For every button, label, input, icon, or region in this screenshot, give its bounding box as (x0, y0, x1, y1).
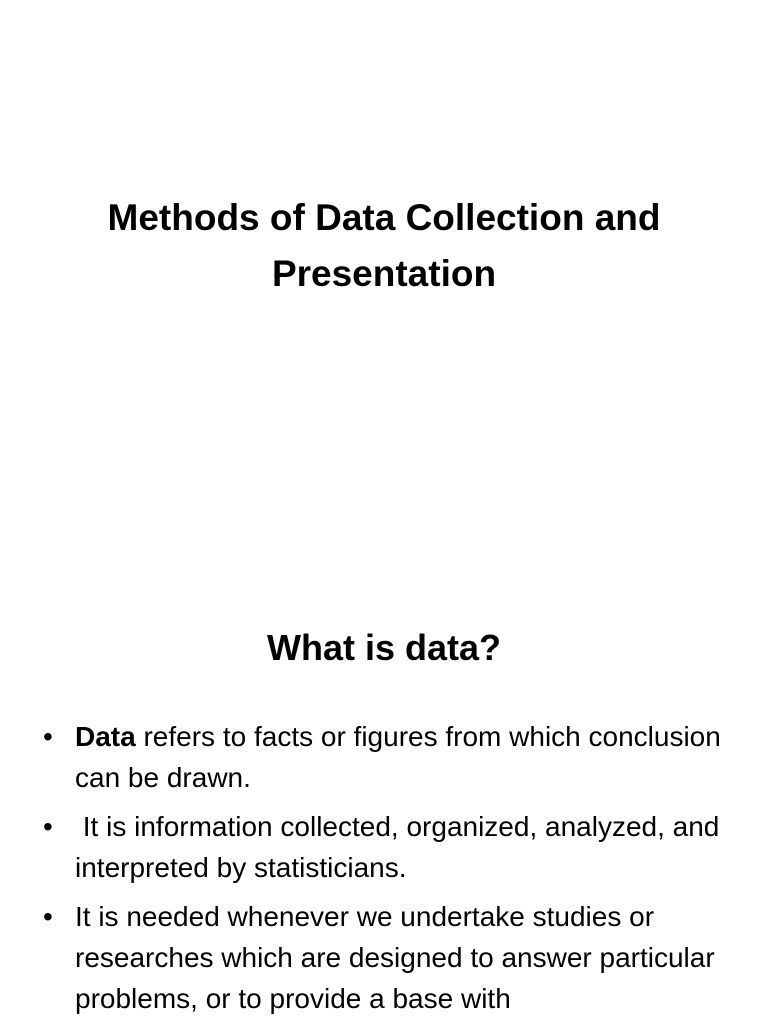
bullet-item (0, 716, 768, 798)
bullet-term: Data (75, 721, 136, 752)
bullet-dot-icon: • (43, 901, 53, 932)
bullet-item (0, 896, 768, 1019)
slide-heading: What is data? (266, 627, 502, 668)
bullet-list (0, 716, 768, 1024)
bullet-text: It is needed whenever we undertake studies or researches which are designed to answer particular problems, or to provide a base with (75, 901, 715, 1014)
presentation-title: Methods of Data Collection and Presentation (107, 197, 661, 294)
bullet-text: refers to facts or figures from which conclusion can be drawn. (75, 721, 721, 793)
bullet-dot-icon: • (43, 721, 53, 752)
bullet-item (0, 806, 768, 888)
bullet-dot-icon: • (43, 811, 53, 842)
bullet-text: It is information collected, organized, analyzed, and interpreted by statisticians. (75, 811, 728, 883)
content-slide (0, 576, 768, 1024)
